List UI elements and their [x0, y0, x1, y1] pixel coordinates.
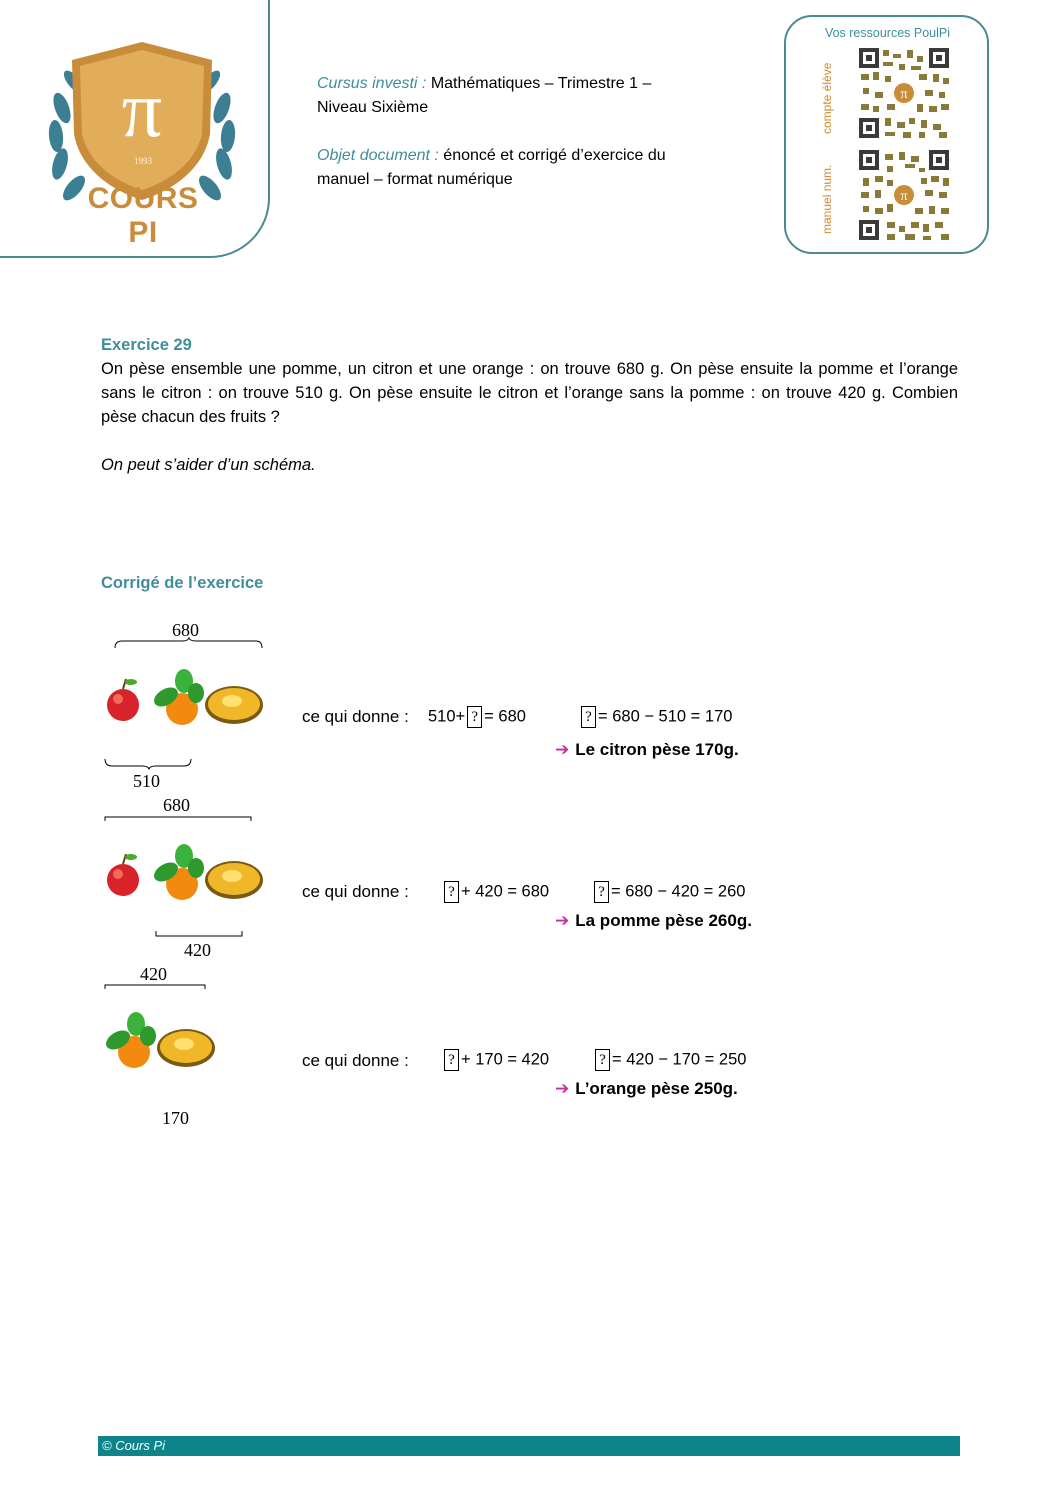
step1-equation2: [579, 706, 732, 728]
unknown-box: ?: [444, 881, 459, 903]
exercise-title: Exercice 29: [101, 336, 192, 354]
logo-wordmark: COURS PI: [87, 182, 199, 249]
unknown-box: ?: [467, 706, 482, 728]
svg-text:π: π: [900, 87, 908, 102]
step1-conclusion-text: Le citron pèse 170g.: [575, 740, 739, 759]
step2-equation2: [592, 881, 745, 903]
step2-eq2: = 680 − 420 = 260: [611, 882, 746, 901]
qr-code-manuel-numerique[interactable]: [859, 150, 949, 240]
lemon-icon: [157, 1029, 215, 1067]
apple-icon: [107, 854, 139, 896]
svg-text:π: π: [121, 66, 163, 154]
step3-bottom-value: 170: [162, 1108, 189, 1128]
step3-eq2: = 420 − 170 = 250: [612, 1050, 747, 1069]
apple-icon: [107, 679, 139, 721]
step1-ce-qui-donne: ce qui donne :: [302, 707, 409, 726]
step1-bottom-brace: [104, 758, 194, 770]
cursus-value-line1: Mathématiques – Trimestre 1 –: [430, 75, 652, 92]
orange-icon: [151, 844, 204, 900]
step3-equation2: [593, 1049, 746, 1071]
step2-conclusion-text: La pomme pèse 260g.: [575, 911, 752, 930]
step3-equation1: [442, 1049, 549, 1071]
step1-conclusion: [555, 740, 739, 760]
step1-eq2: = 680 − 510 = 170: [598, 707, 733, 726]
step1-top-brace: [114, 637, 264, 649]
step2-conclusion: [555, 911, 752, 931]
arrow-right-icon: ➔: [555, 1079, 570, 1098]
step1-top-value: 680: [172, 620, 199, 640]
resources-title: Vos ressources PoulPi: [824, 26, 950, 40]
step3-top-value: 420: [140, 964, 167, 984]
exercise-hint: On peut s’aider d’un schéma.: [101, 456, 316, 474]
step2-top-value: 680: [163, 795, 190, 815]
objet-info: [317, 144, 737, 192]
step3-fruits: [102, 1006, 218, 1070]
arrow-right-icon: ➔: [555, 911, 570, 930]
unknown-box: ?: [444, 1049, 459, 1071]
step3-ce-qui-donne: ce qui donne :: [302, 1051, 409, 1070]
qr-label-compte-eleve: compte élève: [820, 62, 834, 134]
step2-top-line: [104, 812, 254, 822]
objet-value-line2: manuel – format numérique: [317, 171, 513, 188]
unknown-box: ?: [595, 1049, 610, 1071]
lemon-icon: [205, 861, 263, 899]
step1-eq1-right: = 680: [484, 707, 526, 726]
unknown-box: ?: [594, 881, 609, 903]
step2-bottom-line: [155, 930, 245, 940]
lemon-icon: [205, 686, 263, 724]
step2-fruits: [104, 838, 264, 902]
step3-conclusion-text: L’orange pèse 250g.: [575, 1079, 738, 1098]
step2-ce-qui-donne: ce qui donne :: [302, 882, 409, 901]
step2-bottom-value: 420: [184, 940, 211, 960]
logo-year: 1993: [134, 156, 152, 166]
unknown-box: ?: [581, 706, 596, 728]
objet-label: Objet document :: [317, 147, 439, 164]
step1-equation1: [428, 706, 526, 728]
qr-label-manuel: manuel num.: [820, 164, 834, 234]
orange-icon: [103, 1012, 156, 1068]
step1-bottom-value: 510: [133, 771, 160, 791]
step3-eq1: + 170 = 420: [461, 1050, 550, 1069]
footer-bar: [98, 1436, 960, 1456]
step1-eq1-plus: +: [455, 707, 466, 726]
step3-conclusion: [555, 1079, 738, 1099]
arrow-right-icon: ➔: [555, 740, 570, 759]
step1-eq1-left: 510: [428, 707, 456, 726]
cursus-label: Cursus investi :: [317, 75, 427, 92]
step2-equation1: [442, 881, 549, 903]
cursus-value-line2: Niveau Sixième: [317, 99, 429, 116]
orange-icon: [151, 669, 204, 725]
cursus-info: [317, 72, 737, 120]
correction-title: Corrigé de l’exercice: [101, 574, 264, 592]
step3-top-line: [104, 980, 208, 990]
exercise-statement: On pèse ensemble une pomme, un citron et une orange : on trouve 680 g. On pèse ensuite la pomme et l’orange sans le citron : on trouve 510 g. On pèse ensuite le citron et l’orange sans la pomme : on trouve 420 g. Combien pèse chacun des fruits ?: [101, 360, 958, 426]
objet-value-line1: énoncé et corrigé d’exercice du: [443, 147, 666, 164]
qr-code-compte-eleve[interactable]: [859, 48, 949, 138]
footer-copyright: © Cours Pi: [102, 1438, 166, 1453]
svg-text:π: π: [900, 189, 908, 204]
step2-eq1: + 420 = 680: [461, 882, 550, 901]
step1-fruits: [104, 665, 264, 729]
